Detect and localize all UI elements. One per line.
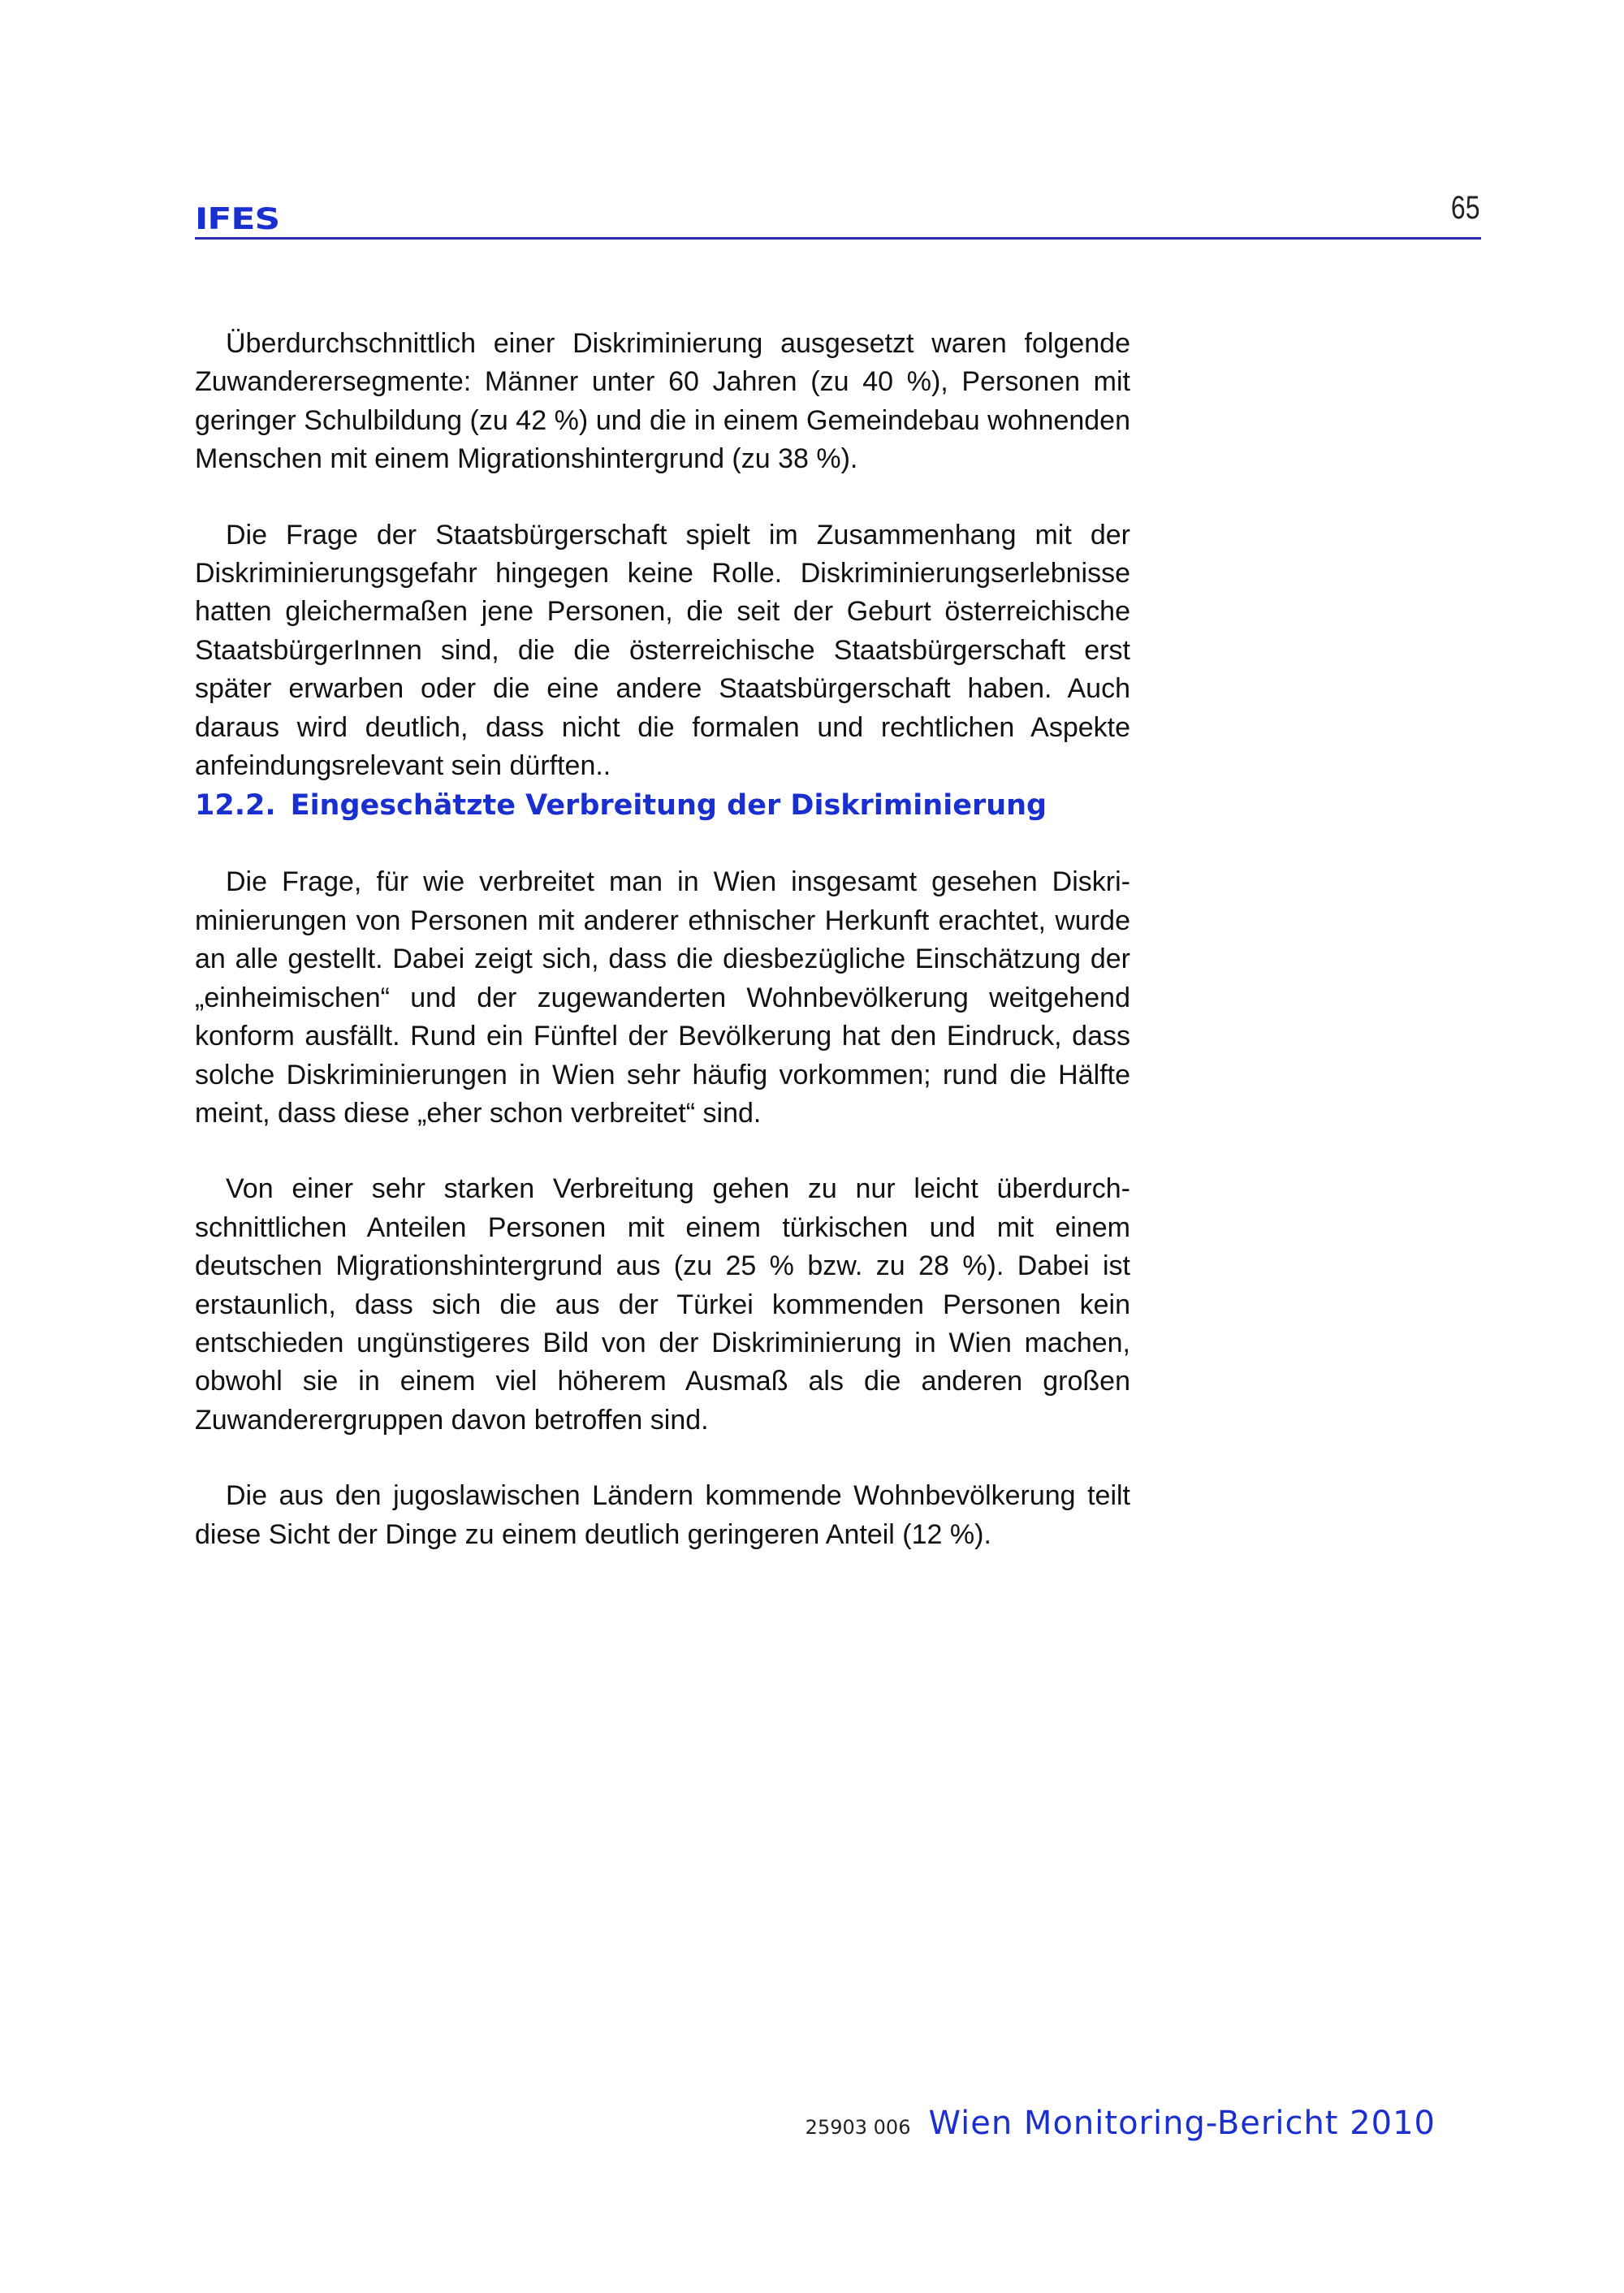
section-heading [195, 785, 1130, 826]
report-title: Wien Monitoring-Bericht 2010 [928, 2105, 1436, 2142]
body-paragraph: Überdurchschnittlich einer Diskriminierung ausgesetzt waren folgende Zuwanderersegmente: Männer unter 60 Jahren (zu 40 %), Personen mit geringer Schulbildung (zu 42 %) und die in einem Gemeindebau wohnenden Menschen mit einem Migrationshintergrund (zu 38 %). [195, 328, 1130, 475]
page-header [195, 190, 1481, 240]
body-paragraph: Von einer sehr starken Verbreitung gehen zu nur leicht überdurchschnittlichen Anteilen Personen mit einem türkischen und mit einem deutschen Migrationshintergrund aus (zu 25 % bzw. zu 28 %). Dabei ist erstaunlich, dass sich die aus der Türkei kommenden Personen kein entschieden ungünstigeres Bild von der Diskriminierung in Wien machen, obwohl sie in einem viel höherem Ausmaß als die anderen großen Zuwanderergruppen davon betroffen sind. [195, 1173, 1130, 1436]
page-number: 65 [1450, 190, 1479, 226]
page-body [195, 325, 1130, 1554]
ifes-logo: IFES [195, 202, 280, 236]
body-paragraph: Die aus den jugoslawischen Ländern kommende Wohnbevölkerung teilt diese Sicht der Dinge zu einem deutlich geringeren Anteil (12 %). [195, 1480, 1130, 1550]
document-code: 25903 006 [805, 2116, 911, 2139]
page-footer [806, 2105, 1436, 2142]
section-number: 12.2. [195, 789, 276, 823]
body-paragraph: Die Frage, für wie verbreitet man in Wien insgesamt gesehen Diskriminierungen von Personen mit anderer ethnischer Herkunft erachtet, wurde an alle gestellt. Dabei zeigt sich, dass die diesbezügliche Einschätzung der „einheimischen“ und der zugewanderten Wohnbevölkerung weitgehend konform ausfällt. Rund ein Fünftel der Bevölkerung hat den Eindruck, dass solche Diskriminierungen in Wien sehr häufig vorkommen; rund die Hälfte meint, dass diese „eher schon verbreitet“ sind. [195, 866, 1130, 1129]
body-paragraph: Die Frage der Staatsbürgerschaft spielt im Zusammenhang mit der Diskriminierungsgefahr hingegen keine Rolle. Diskriminierungserlebnisse hatten gleichermaßen jene Personen, die seit der Geburt österreichische StaatsbürgerInnen sind, die die österreichische Staatsbürgerschaft erst später erwarben oder die eine andere Staatsbürgerschaft haben. Auch daraus wird deutlich, dass nicht die formalen und rechtlichen Aspekte anfeindungsrelevant sein dürften.. [195, 519, 1130, 782]
section-title: Eingeschätzte Verbreitung der Diskriminierung [290, 789, 1047, 823]
